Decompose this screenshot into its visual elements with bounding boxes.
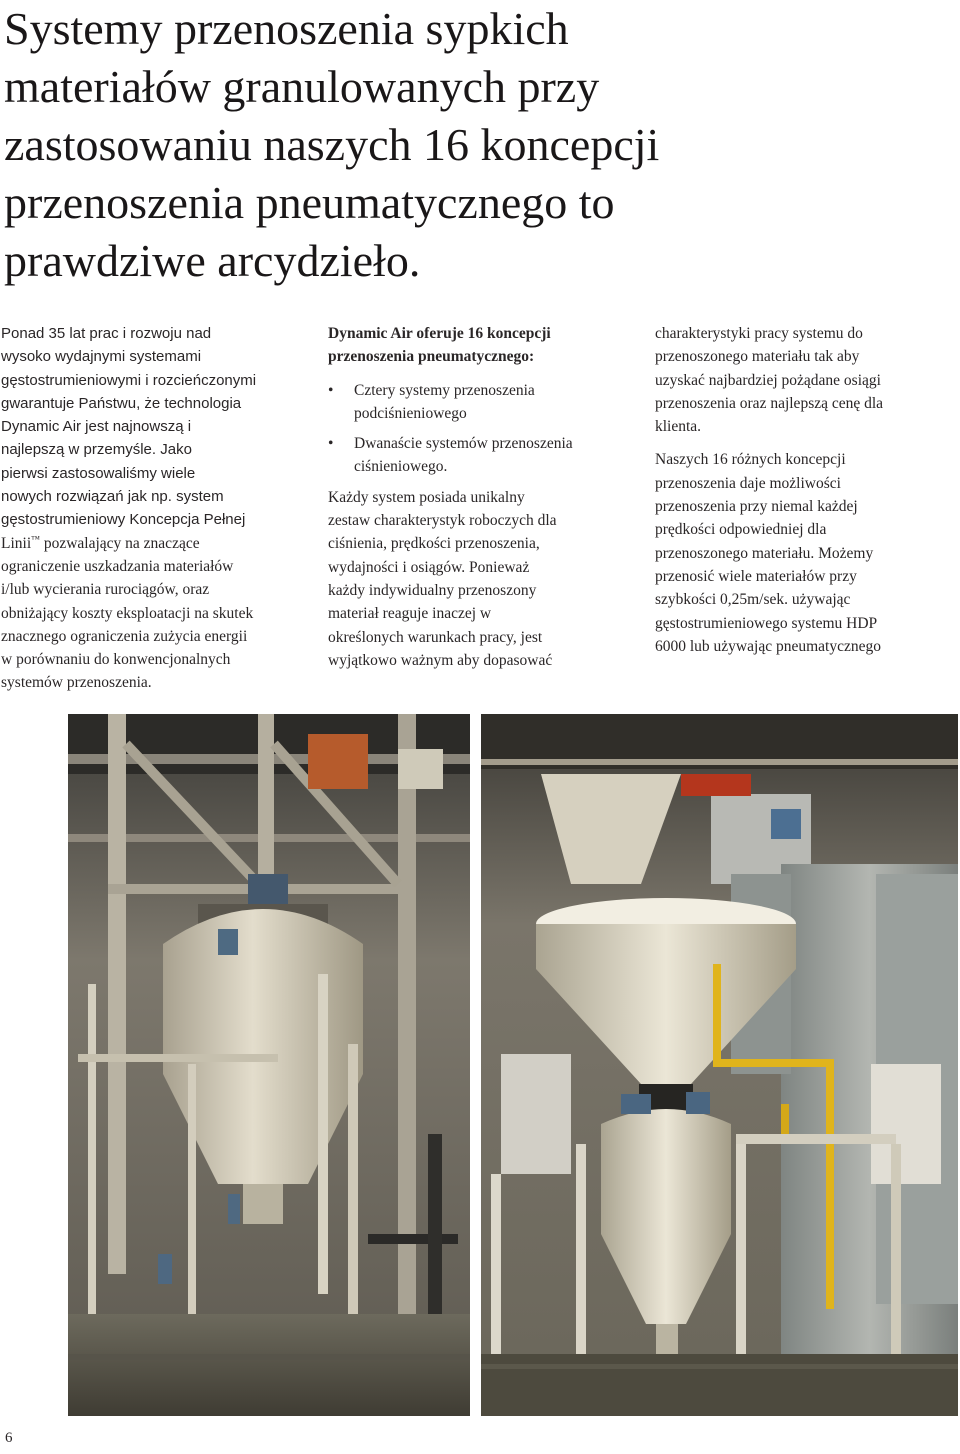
text-line: materiał reaguje inaczej w <box>328 605 492 623</box>
text-line: obniżający koszty eksploatacji na skutek <box>1 604 254 622</box>
text-line: przenoszenia przy niemal każdej <box>655 498 858 516</box>
text-line: Dynamic Air oferuje 16 koncepcji <box>328 325 551 342</box>
text-line: gęstostrumieniowymi i rozcieńczonymi <box>1 371 257 389</box>
concepts-paragraph <box>328 486 640 672</box>
text-line: ciśnieniowego. <box>354 458 448 476</box>
text-line: gwarantuje Państwu, że technologia <box>1 394 242 412</box>
column-concepts <box>328 322 640 682</box>
text-line: uzyskać najbardziej pożądane osiągi <box>655 371 881 389</box>
headline-line: prawdziwe arcydzieło. <box>4 235 421 286</box>
text-line: gęstostrumieniowego systemu HDP <box>655 614 878 632</box>
text-line: przenosić wiele materiałów przy <box>655 567 857 585</box>
text-line: wydajności i osiągów. Ponieważ <box>328 558 530 576</box>
text-line: przenoszonego materiału. Możemy <box>655 544 874 562</box>
pressure-vessel-illustration <box>68 714 470 1416</box>
text-line: wysoko wydajnymi systemami <box>1 348 202 366</box>
bullet-icon: • <box>328 381 334 399</box>
text-line: przenoszenia pneumatycznego: <box>328 348 535 366</box>
text-line: każdy indywidualny przenoszony <box>328 581 537 599</box>
hopper-vessel-illustration <box>481 714 958 1416</box>
text-line: Naszych 16 różnych koncepcji <box>655 451 846 469</box>
concepts-heading <box>328 322 640 369</box>
intro-paragraph <box>1 322 319 695</box>
text-line: określonych warunkach pracy, jest <box>328 628 543 646</box>
text-line: charakterystyki pracy systemu do <box>655 325 863 342</box>
text-fragment: pozwalający na znaczące <box>43 534 200 552</box>
photo-hopper-vessel-installation <box>481 714 958 1416</box>
page-number: 6 <box>5 1430 13 1446</box>
text-line: ciśnienia, prędkości przenoszenia, <box>328 535 540 553</box>
bullet-icon: • <box>328 435 334 453</box>
photo-pressure-vessel-installation <box>68 714 470 1416</box>
text-line: przenoszonego materiału tak aby <box>655 348 860 366</box>
text-line: w porównaniu do konwencjonalnych <box>1 651 231 669</box>
text-line: 6000 lub używając pneumatycznego <box>655 637 881 655</box>
text-line: Dynamic Air jest najnowszą i <box>1 418 192 436</box>
text-line: przenoszenia oraz najlepszą cenę dla <box>655 394 884 412</box>
headline-line: Systemy przenoszenia sypkich <box>4 3 569 54</box>
text-line: gęstostrumieniowy Koncepcja Pełnej <box>1 511 246 529</box>
text-line: i/lub wycierania rurociągów, oraz <box>1 581 210 599</box>
column-performance <box>655 322 955 668</box>
text-line: ograniczenie uszkadzania materiałów <box>1 557 234 575</box>
headline-line: przenoszenia pneumatycznego to <box>4 177 615 228</box>
text-line: przenoszenia daje możliwości <box>655 474 841 492</box>
list-item <box>328 379 640 426</box>
headline-line: zastosowaniu naszych 16 koncepcji <box>4 119 660 170</box>
page-headline <box>4 0 944 290</box>
text-line: pierwsi zastosowaliśmy wiele <box>1 464 196 482</box>
performance-paragraph-2 <box>655 448 955 658</box>
text-line: Ponad 35 lat prac i rozwoju nad <box>1 325 212 342</box>
list-item <box>328 432 640 479</box>
text-line: systemów przenoszenia. <box>1 674 152 692</box>
text-fragment: Linii <box>1 534 32 552</box>
text-line: znacznego ograniczenia zużycia energii <box>1 627 248 645</box>
text-line: klienta. <box>655 418 702 436</box>
concepts-list <box>328 379 640 479</box>
text-line: Cztery systemy przenoszenia <box>354 381 535 399</box>
text-line: wyjątkowo ważnym aby dopasować <box>328 651 553 669</box>
text-line: podciśnieniowego <box>354 404 467 422</box>
text-line: prędkości odpowiedniej dla <box>655 521 827 539</box>
text-line: Dwanaście systemów przenoszenia <box>354 435 573 453</box>
text-line: najlepszą w przemyśle. Jako <box>1 441 192 459</box>
trademark-symbol: ™ <box>31 533 40 544</box>
text-line: szybkości 0,25m/sek. używając <box>655 591 851 609</box>
text-line: Każdy system posiada unikalny <box>328 488 525 506</box>
text-line <box>1 532 319 555</box>
text-line: nowych rozwiązań jak np. system <box>1 488 224 506</box>
performance-paragraph-1 <box>655 322 955 438</box>
headline-line: materiałów granulowanych przy <box>4 61 600 112</box>
text-line: zestaw charakterystyk roboczych dla <box>328 512 557 530</box>
column-intro <box>1 322 319 705</box>
